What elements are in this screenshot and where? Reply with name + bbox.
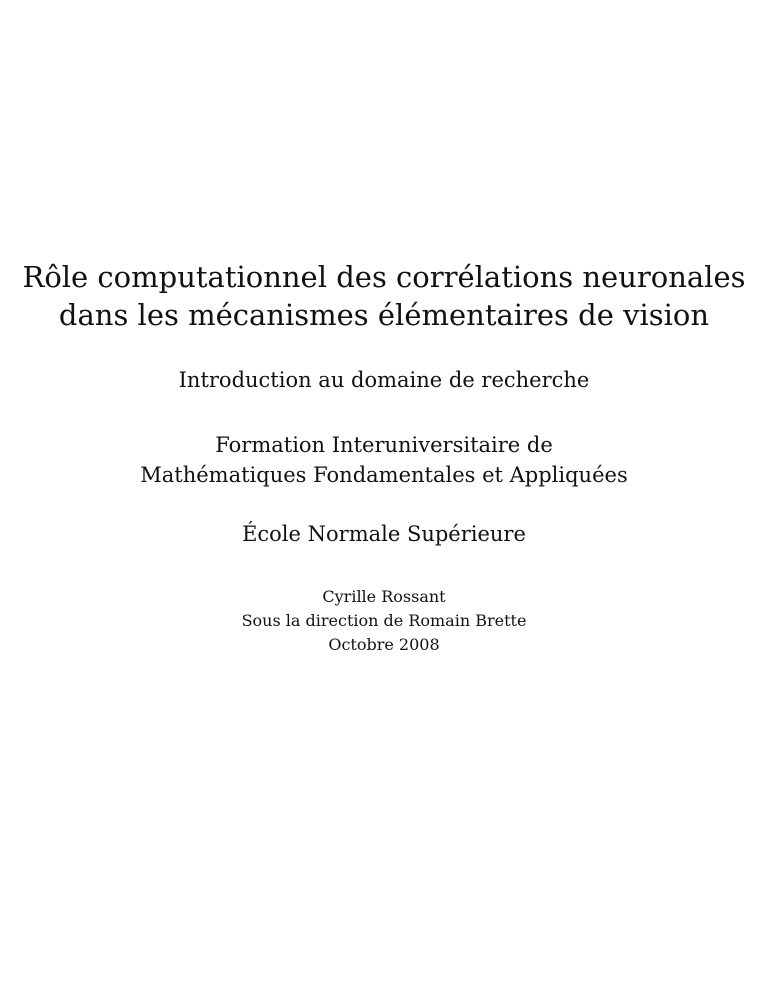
document-subtitle: Introduction au domaine de recherche	[178, 368, 590, 392]
formation-line-1: Formation Interuniversitaire de	[215, 433, 553, 457]
formation-name	[0, 430, 768, 490]
title-line-1: Rôle computationnel des corrélations neuronales	[22, 260, 746, 294]
supervision-line: Sous la direction de Romain Brette	[241, 611, 527, 630]
document-date: Octobre 2008	[328, 635, 440, 654]
title-line-2: dans les mécanismes élémentaires de vision	[58, 298, 710, 332]
author-name: Cyrille Rossant	[322, 587, 446, 606]
document-title	[0, 258, 768, 334]
formation-line-2: Mathématiques Fondamentales et Appliquées	[140, 463, 628, 487]
school-name: École Normale Supérieure	[242, 522, 526, 546]
author-block	[0, 585, 768, 657]
